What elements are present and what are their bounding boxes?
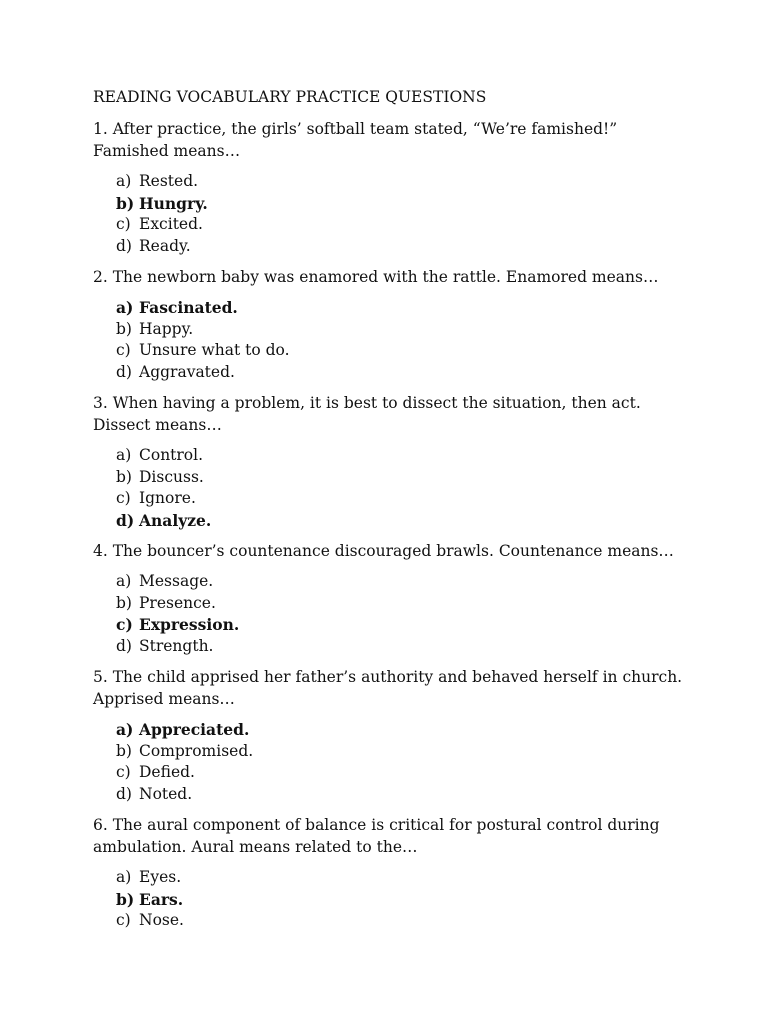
answer-option [116, 910, 688, 932]
option-letter: b) [116, 741, 132, 760]
option-letter: d) [116, 236, 132, 255]
question-text: 5. The child apprised her father’s authority and behaved herself in church. Apprised means… [93, 668, 683, 708]
answer-options [93, 867, 688, 932]
option-text: Ears. [139, 889, 184, 909]
question-4 [93, 540, 688, 657]
answer-options [93, 571, 688, 657]
answer-option [116, 741, 688, 763]
option-text: Unsure what to do. [139, 341, 290, 359]
option-text: Eyes. [139, 868, 182, 886]
option-text: Happy. [139, 319, 194, 338]
answer-option [116, 488, 688, 510]
answer-option [116, 214, 688, 236]
answer-option [116, 319, 688, 341]
option-letter: a) [116, 720, 134, 739]
option-text: Expression. [139, 615, 240, 634]
option-letter: d) [116, 636, 132, 655]
answer-option [116, 236, 688, 258]
answer-option-correct [116, 889, 688, 911]
answer-option-correct [116, 297, 688, 319]
answer-option [116, 762, 688, 784]
option-text: Defied. [139, 763, 195, 781]
document-title: READING VOCABULARY PRACTICE QUESTIONS [93, 88, 487, 106]
question-text: 3. When having a problem, it is best to dissect the situation, then act. Dissect means… [93, 394, 641, 434]
option-text: Excited. [139, 215, 203, 233]
question-text: 4. The bouncer’s countenance discouraged brawls. Countenance means… [93, 542, 674, 560]
answer-option [116, 467, 688, 489]
answer-option-correct [116, 193, 688, 215]
option-letter: c) [116, 489, 131, 507]
option-text: Fascinated. [139, 298, 238, 317]
option-text: Ignore. [139, 489, 196, 507]
question-1 [93, 118, 688, 257]
option-letter: c) [116, 215, 131, 233]
answer-option [116, 593, 688, 615]
option-letter: d) [116, 510, 135, 530]
option-letter: a) [116, 446, 132, 464]
option-letter: a) [116, 172, 132, 190]
option-text: Compromised. [139, 741, 254, 760]
answer-options [93, 445, 688, 531]
option-letter: b) [116, 889, 135, 909]
answer-option [116, 571, 688, 593]
option-text: Aggravated. [139, 362, 235, 381]
option-letter: d) [116, 784, 132, 803]
answer-option-correct [116, 614, 688, 636]
option-letter: b) [116, 193, 135, 213]
option-letter: c) [116, 763, 131, 781]
answer-option [116, 784, 688, 806]
answer-option [116, 636, 688, 658]
answer-option [116, 340, 688, 362]
option-text: Nose. [139, 911, 184, 929]
answer-options [93, 719, 688, 805]
question-text: 1. After practice, the girls’ softball team stated, “We’re famished!” Famished means… [93, 120, 618, 160]
option-letter: c) [116, 615, 133, 634]
question-2 [93, 266, 688, 383]
option-text: Analyze. [139, 510, 212, 530]
option-letter: d) [116, 362, 132, 381]
option-letter: b) [116, 319, 132, 338]
option-letter: b) [116, 467, 132, 486]
question-list [93, 118, 688, 932]
option-text: Hungry. [139, 193, 208, 213]
option-text: Appreciated. [139, 720, 250, 739]
question-text: 2. The newborn baby was enamored with the rattle. Enamored means… [93, 268, 659, 286]
option-text: Discuss. [139, 467, 204, 486]
answer-option [116, 445, 688, 467]
option-text: Message. [139, 572, 214, 590]
answer-option [116, 362, 688, 384]
option-text: Ready. [139, 236, 191, 255]
option-letter: a) [116, 298, 134, 317]
answer-option-correct [116, 510, 688, 532]
answer-option [116, 867, 688, 889]
option-letter: b) [116, 593, 132, 612]
answer-option-correct [116, 719, 688, 741]
option-letter: c) [116, 911, 131, 929]
question-6 [93, 814, 688, 932]
answer-option [116, 171, 688, 193]
answer-options [93, 171, 688, 257]
question-3 [93, 392, 688, 531]
option-text: Presence. [139, 593, 216, 612]
question-5 [93, 666, 688, 805]
question-text: 6. The aural component of balance is critical for postural control during ambulation. Aural means related to the… [93, 816, 660, 856]
option-text: Rested. [139, 172, 199, 190]
answer-options [93, 297, 688, 383]
option-letter: c) [116, 341, 131, 359]
option-letter: a) [116, 572, 132, 590]
option-text: Noted. [139, 784, 193, 803]
option-text: Control. [139, 446, 204, 464]
option-text: Strength. [139, 636, 214, 655]
option-letter: a) [116, 868, 132, 886]
